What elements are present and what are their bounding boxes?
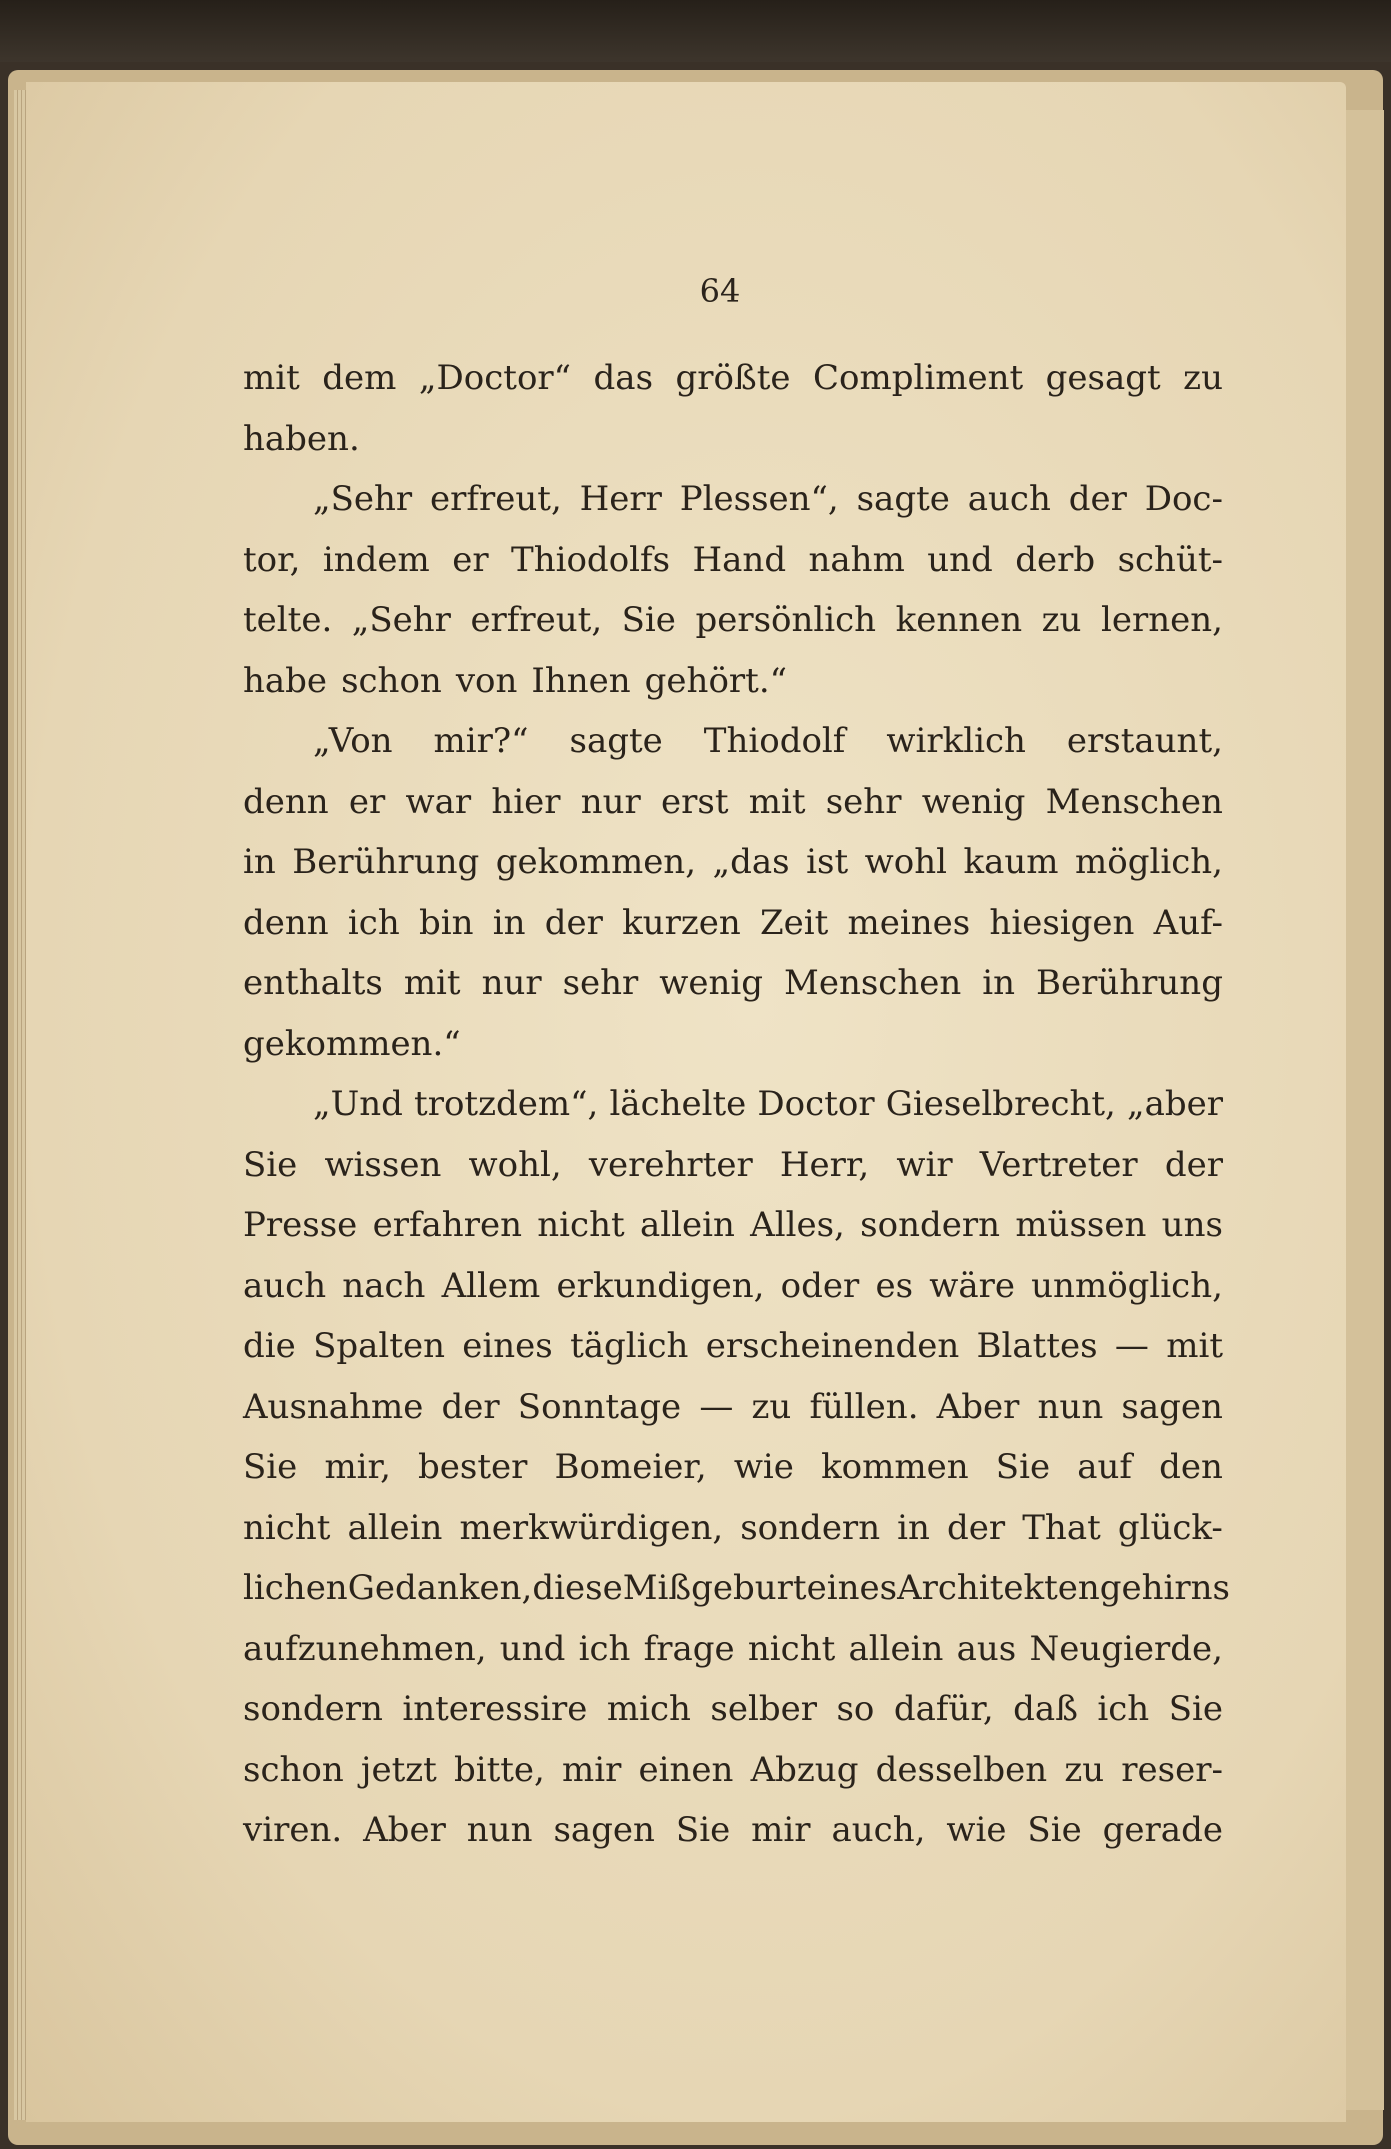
text-line: nicht allein merkwürdigen, sondern in der That glück- bbox=[243, 1507, 1223, 1548]
text-line: „Und trotzdem“, lächelte Doctor Gieselbrecht, „aber bbox=[313, 1084, 1223, 1124]
text-line: auch nach Allem erkundigen, oder es wäre unmöglich, bbox=[243, 1265, 1223, 1306]
page-number: 64 bbox=[699, 272, 741, 310]
text-line: enthalts mit nur sehr wenig Menschen in Berührung bbox=[243, 963, 1223, 1003]
text-line: telte. „Sehr erfreut, Sie persönlich kennen zu lernen, bbox=[243, 600, 1223, 640]
text-line: Ausnahme der Sonntage — zu füllen. Aber nun sagen bbox=[243, 1386, 1223, 1427]
text-line: denn er war hier nur erst mit sehr wenig Menschen bbox=[243, 781, 1223, 822]
text-line: lichen Gedanken, diese Mißgeburt eines Architektengehirns bbox=[243, 1568, 1231, 1608]
text-line: denn ich bin in der kurzen Zeit meines hiesigen Auf- bbox=[243, 902, 1223, 943]
text-line: in Berührung gekommen, „das ist wohl kaum möglich, bbox=[243, 842, 1223, 882]
facing-page-edge bbox=[1342, 110, 1384, 2110]
body-text bbox=[243, 348, 1231, 1861]
text-line: haben. bbox=[243, 418, 360, 459]
text-line: Presse erfahren nicht allein Alles, sondern müssen uns bbox=[243, 1205, 1223, 1245]
text-line: mit dem „Doctor“ das größte Compliment gesagt zu bbox=[243, 358, 1223, 398]
text-line: Sie wissen wohl, verehrter Herr, wir Vertreter der bbox=[243, 1144, 1223, 1185]
text-line: die Spalten eines täglich erscheinenden Blattes — mit bbox=[243, 1326, 1223, 1366]
text-line: habe schon von Ihnen gehört.“ bbox=[243, 660, 788, 701]
text-line: „Sehr erfreut, Herr Plessen“, sagte auch der Doc- bbox=[313, 479, 1223, 519]
text-line: viren. Aber nun sagen Sie mir auch, wie Sie gerade bbox=[243, 1810, 1223, 1850]
book-cover-edge bbox=[0, 0, 1391, 62]
text-line: tor, indem er Thiodolfs Hand nahm und derb schüt- bbox=[243, 539, 1223, 580]
text-line: gekommen.“ bbox=[243, 1023, 461, 1064]
text-line: schon jetzt bitte, mir einen Abzug desselben zu reser- bbox=[243, 1749, 1223, 1790]
text-line: sondern interessire mich selber so dafür, daß ich Sie bbox=[243, 1689, 1223, 1729]
text-line: aufzunehmen, und ich frage nicht allein aus Neugierde, bbox=[243, 1628, 1223, 1669]
text-line: Sie mir, bester Bomeier, wie kommen Sie auf den bbox=[243, 1447, 1223, 1487]
text-line: „Von mir?“ sagte Thiodolf wirklich erstaunt, bbox=[313, 721, 1223, 761]
